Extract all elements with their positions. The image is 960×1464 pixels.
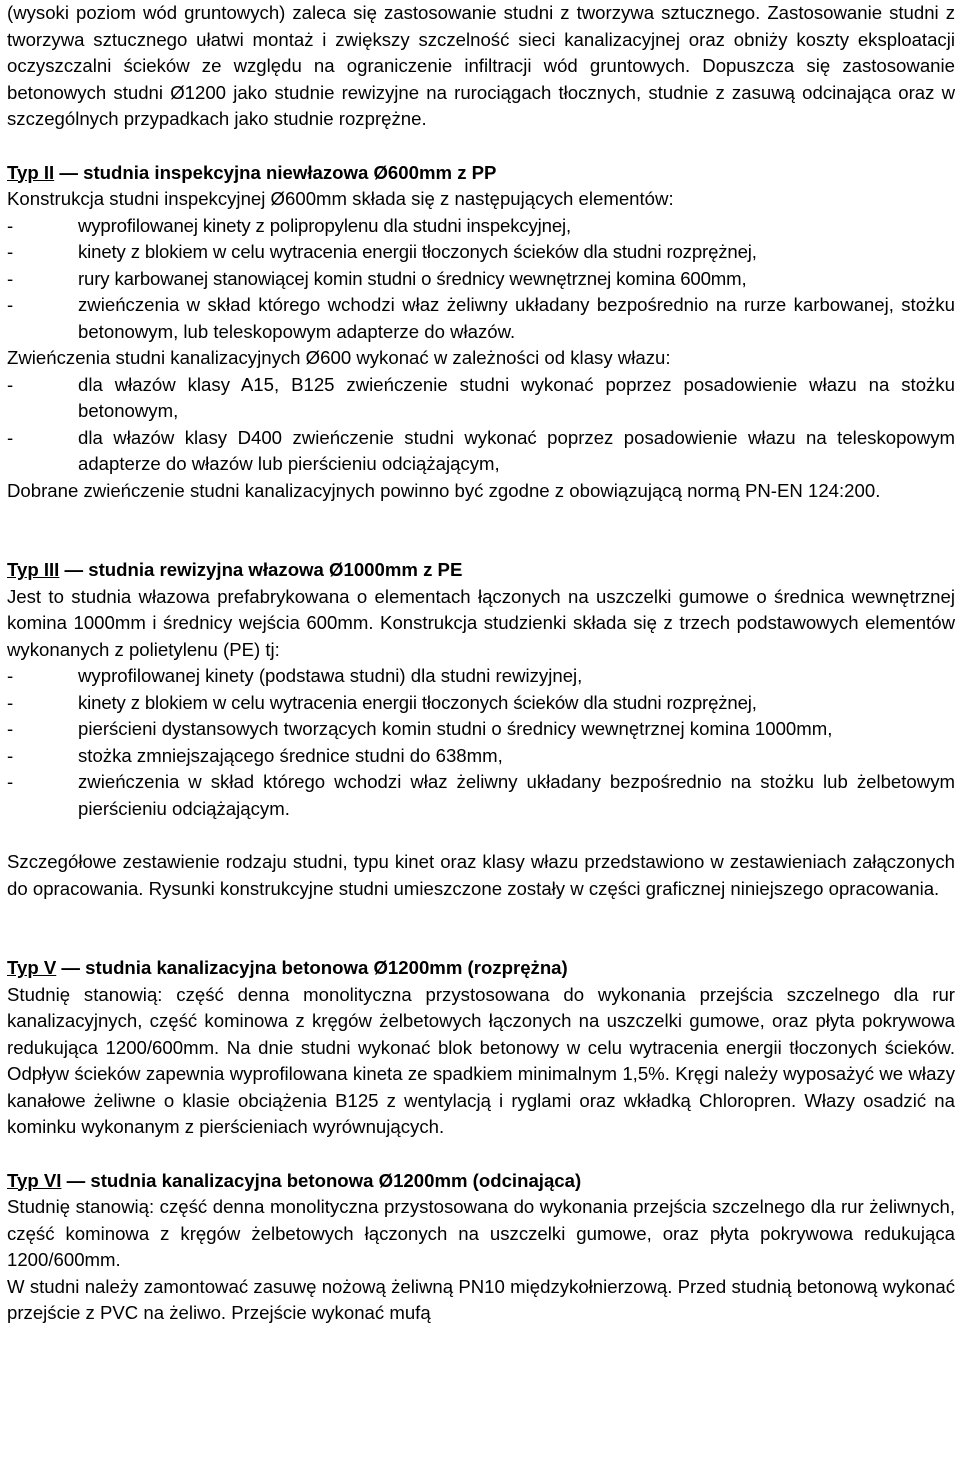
section-label: Typ V [7, 957, 57, 978]
list-item: - pierścieni dystansowych tworzących komin studni o średnicy wewnętrznej komina 1000mm, [7, 716, 955, 743]
section-lead-2: Zwieńczenia studni kanalizacyjnych Ø600 wykonać w zależności od klasy włazu: [7, 347, 671, 368]
list-item: - zwieńczenia w skład którego wchodzi właz żeliwny układany bezpośrednio na stożku lub żelbetowym pierścieniu odciążającym. [7, 769, 955, 822]
section-body: Studnię stanowią: część denna monolityczna przystosowana do wykonania przejścia szczelnego dla rur żeliwnych, część kominowa z kręgów żelbetowych łączonych na uszczelki gumowe, oraz płyta pokrywowa redukująca 1200/600mm. [7, 1196, 955, 1270]
list-item: - zwieńczenia w skład którego wchodzi właz żeliwny układany bezpośrednio na rurze karbowanej, stożku betonowym, lub teleskopowym adapterze do włazów. [7, 292, 955, 345]
list-item: - wyprofilowanej kinety (podstawa studni) dla studni rewizyjnej, [7, 663, 955, 690]
section-label: Typ III [7, 559, 60, 580]
section-typ-ii [7, 160, 955, 505]
spacer [7, 133, 955, 160]
spacer [7, 1141, 955, 1168]
spacer [7, 902, 955, 955]
section-typ-iii [7, 557, 955, 902]
list-item: - kinety z blokiem w celu wytracenia energii tłoczonych ścieków dla studni rozprężnej, [7, 239, 955, 266]
section-typ-vi [7, 1168, 955, 1327]
section-closing: Dobrane zwieńczenie studni kanalizacyjnych powinno być zgodne z obowiązującą normą PN-EN 124:200. [7, 479, 881, 501]
class-list [7, 372, 955, 478]
list-item: - rury karbowanej stanowiącej komin studni o średnicy wewnętrznej komina 600mm, [7, 266, 955, 293]
section-typ-v [7, 955, 955, 1141]
element-list [7, 213, 955, 346]
section-heading [7, 1168, 955, 1195]
section-lead: Jest to studnia włazowa prefabrykowana o elementach łączonych na uszczelki gumowe o średnica wewnętrznej komina 1000mm i średnicy wejścia 600mm. Konstrukcja studzienki składa się z trzech podstawowych elementów wykonanych z polietylenu (PE) tj: [7, 585, 955, 660]
section-title: — studnia kanalizacyjna betonowa Ø1200mm (odcinająca) [66, 1169, 582, 1191]
section-title: — studnia rewizyjna włazowa Ø1000mm z PE [64, 559, 463, 580]
section-title: — studnia kanalizacyjna betonowa Ø1200mm (rozprężna) [61, 957, 568, 978]
intro-paragraph: (wysoki poziom wód gruntowych) zaleca się zastosowanie studni z tworzywa sztucznego. Zastosowanie studni z tworzywa sztucznego ułatwi montaż i zwiększy szczelność sieci kanalizacyjnej oraz obniży koszty eksploatacji oczyszczalni ścieków ze względu na ograniczenie infiltracji wód gruntowych. Dopuszcza się zastosowanie betonowych studni Ø1200 jako studnie rewizyjne na rurociągach tłocznych, studnie z zasuwą odcinająca oraz w szczególnych przypadkach jako studnie rozprężne. [7, 2, 955, 129]
section-title: — studnia inspekcyjna niewłazowa Ø600mm z PP [59, 161, 497, 183]
section-body-2: W studni należy zamontować zasuwę nożową żeliwną PN10 międzykołnierzową. Przed studnią betonową wykonać przejście z PVC na żeliwo. Przejście wykonać mufą [7, 1275, 955, 1323]
section-label: Typ II [7, 161, 55, 183]
section-heading [7, 557, 955, 584]
list-item: - wyprofilowanej kinety z polipropylenu dla studni inspekcyjnej, [7, 213, 955, 240]
section-lead: Konstrukcja studni inspekcyjnej Ø600mm składa się z następujących elementów: [7, 188, 674, 209]
list-item: - stożka zmniejszającego średnice studni do 638mm, [7, 743, 955, 770]
spacer [7, 822, 955, 849]
section-summary: Szczegółowe zestawienie rodzaju studni, typu kinet oraz klasy włazu przedstawiono w zestawieniach załączonych do opracowania. Rysunki konstrukcyjne studni umieszczone zostały w części graficznej niniejszego opracowania. [7, 851, 955, 899]
section-heading [7, 160, 955, 187]
list-item: - dla włazów klasy D400 zwieńczenie studni wykonać poprzez posadowienie włazu na teleskopowym adapterze do włazów lub pierścieniu odciążającym, [7, 425, 955, 478]
section-label: Typ VI [7, 1169, 62, 1191]
list-item: - dla włazów klasy A15, B125 zwieńczenie studni wykonać poprzez posadowienie włazu na stożku betonowym, [7, 372, 955, 425]
section-body: Studnię stanowią: część denna monolityczna przystosowana do wykonania przejścia szczelnego dla rur kanalizacyjnych, część kominowa z kręgów żelbetowych łączonych na uszczelki gumowe, oraz płyta pokrywowa redukująca 1200/600mm. Na dnie studni wykonać blok betonowy w celu wytracenia energii tłoczonych ścieków. Odpływ ścieków zapewnia wyprofilowana kineta ze spadkiem minimalnym 1,5%. Kręgi należy wyposażyć we włazy kanałowe żeliwne o klasie obciążenia B125 z wentylacją i ryglami oraz wkładką Chloropren. Włazy osadzić na kominku wykonanym z pierścieniach wyrównujących. [7, 983, 955, 1137]
section-heading [7, 955, 955, 982]
list-item: - kinety z blokiem w celu wytracenia energii tłoczonych ścieków dla studni rozprężnej, [7, 690, 955, 717]
spacer [7, 504, 955, 557]
element-list [7, 663, 955, 822]
